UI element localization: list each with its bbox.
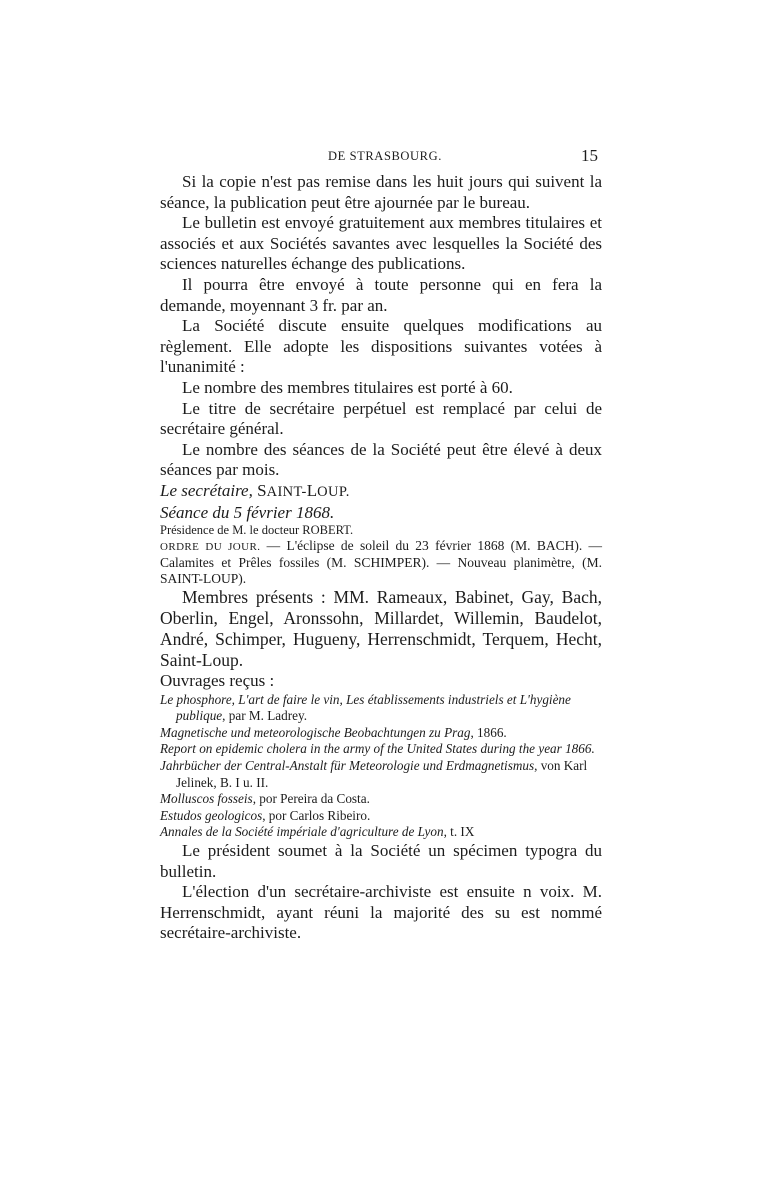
list-item: Molluscos fosseis, por Pereira da Costa. (160, 791, 370, 807)
page-number: 15 (581, 146, 598, 165)
list-item: Estudos geologicos, por Carlos Ribeiro. (160, 807, 371, 823)
signature-line (160, 481, 602, 503)
list-item: Jahrbücher der Central-Anstalt für Meteorologie und Erdmagnetismus, von Karl Jelinek, B. I u. II. (160, 758, 588, 790)
paragraph-election: L'élection d'un secrétaire-archiviste est ensuite n voix. M. Herrenschmidt, ayant réuni la majorité des su est nommé secrétaire-archiviste. (160, 882, 602, 943)
running-title: DE STRASBOURG. (328, 149, 442, 163)
list-item: Magnetische und meteorologische Beobachtungen zu Prag, 1866. (160, 724, 507, 740)
signature-role: Le secrétaire, (160, 480, 253, 500)
paragraph-envoi: Il pourra être envoyé à toute personne qui en fera la demande, moyennant 3 fr. par an. (160, 274, 602, 315)
paragraph-membres-60: Le nombre des membres titulaires est porté à 60. (182, 377, 513, 397)
ordre-du-jour-text: — L'éclipse de soleil du 23 février 1868 (M. BACH). — Calamites et Prêles fossiles (M. SCHIMPER). — Nouveau planimètre, (M. SAINT-LOUP). (160, 538, 603, 587)
list-item: Le phosphore, L'art de faire le vin, Les établissements industriels et L'hygiène publique, par M. Ladrey. (160, 691, 571, 724)
ouvrages-heading: Ouvrages reçus : (160, 671, 275, 691)
seance-title: Séance du 5 février 1868. (160, 502, 335, 522)
ouvrages-list (160, 692, 602, 841)
paragraph-secretaire: Le titre de secrétaire perpétuel est remplacé par celui de secrétaire général. (160, 398, 602, 439)
running-header (160, 146, 600, 170)
membres-presents: Membres présents : MM. Rameaux, Babinet, Gay, Bach, Oberlin, Engel, Aronssohn, Millardet, Willemin, Baudelot, André, Schimper, Hugueny, Herrenschmidt, Terquem, Hecht, Saint-Loup. (160, 587, 602, 671)
paragraph-copie: Si la copie n'est pas remise dans les huit jours qui suivent la séance, la publication peut être ajournée par le bureau. (160, 172, 602, 212)
paragraph-bulletin: Le bulletin est envoyé gratuitement aux membres titulaires et associés et aux Sociétés savantes avec lesquelles la Société des sciences naturelles échange des publications. (160, 213, 602, 274)
paragraph-seances: Le nombre des séances de la Société peut être élevé à deux séances par mois. (160, 439, 602, 480)
paragraph-reglement: La Société discute ensuite quelques modifications au règlement. Elle adopte les dispositions suivantes votées à l'unanimité : (160, 316, 602, 377)
ordre-du-jour-lead: ORDRE DU JOUR. (160, 541, 261, 554)
paragraph-specimen: Le président soumet à la Société un spécimen typogra du bulletin. (160, 841, 602, 881)
presidence-line: Présidence de M. le docteur ROBERT. (160, 523, 354, 538)
list-item: Annales de la Société impériale d'agriculture de Lyon, t. IX (160, 824, 475, 840)
list-item: Report on epidemic cholera in the army of the United States during the year 1866. (160, 741, 595, 757)
signature-name: SAINT-LOUP. (257, 480, 350, 500)
page-body (160, 172, 602, 944)
ordre-du-jour (160, 538, 602, 587)
